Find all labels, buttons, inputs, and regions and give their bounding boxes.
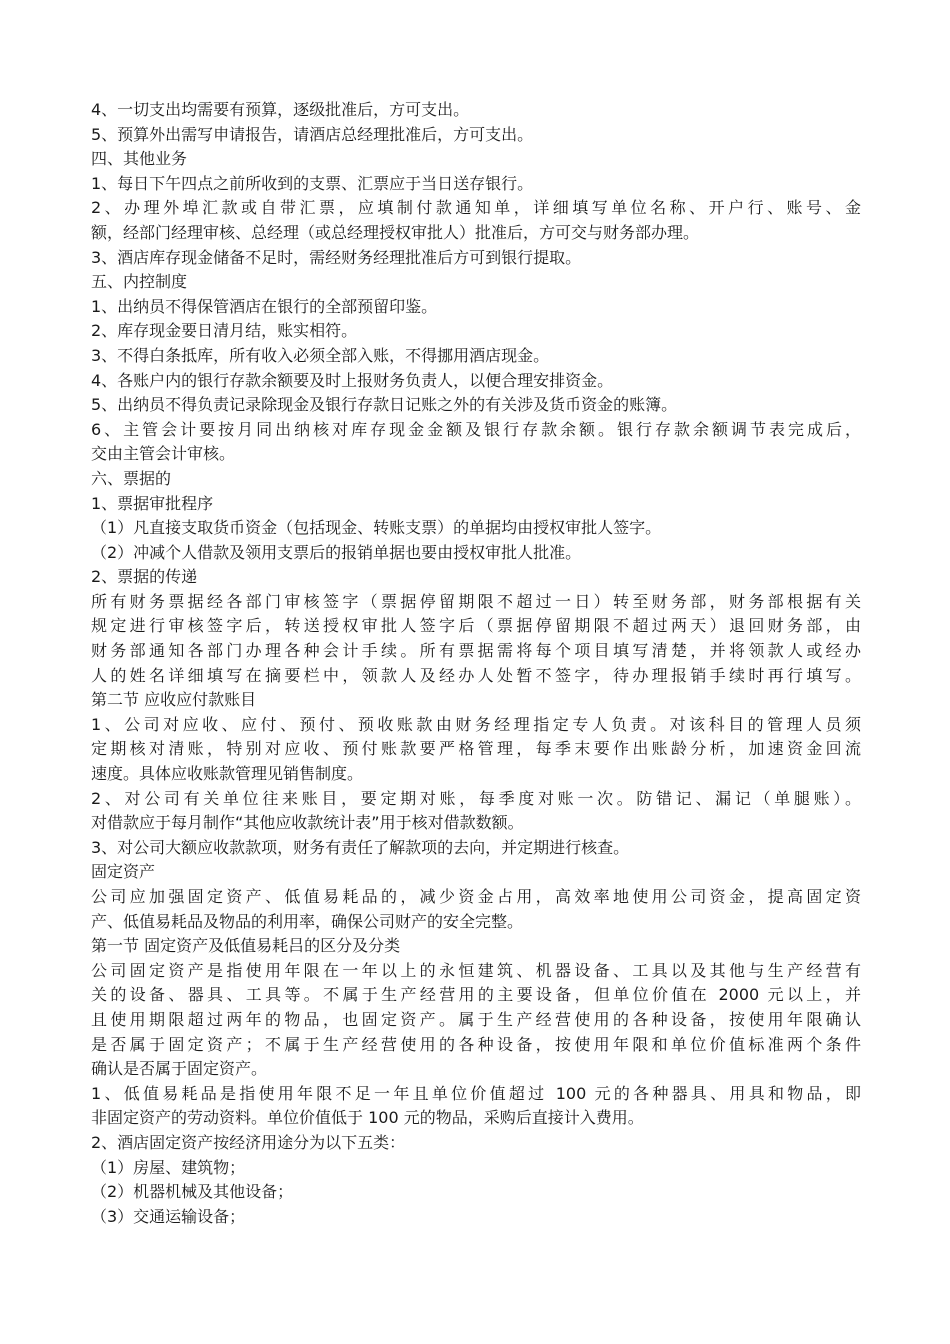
text-line: 4、各账户内的银行存款余额要及时上报财务负责人，以便合理安排资金。: [91, 370, 614, 390]
text-line: 财务部通知各部门办理各种会计手续。所有票据需将每个项目填写清楚，并将领款人或经办: [91, 641, 861, 661]
text-line: 1、出纳员不得保管酒店在银行的全部预留印鉴。: [91, 296, 438, 316]
text-line: 所有财务票据经各部门审核签字（票据停留期限不超过一日）转至财务部，财务部根据有关: [91, 591, 861, 611]
document-body: [91, 98, 861, 1229]
text-line: 2、酒店固定资产按经济用途分为以下五类：: [91, 1132, 406, 1152]
text-line: 第一节 固定资产及低值易耗吕的区分及分类: [91, 936, 401, 956]
text-line: 2、办理外埠汇款或自带汇票，应填制付款通知单，详细填写单位名称、开户行、账号、金: [91, 198, 861, 218]
text-line: 速度。具体应收账款管理见销售制度。: [91, 764, 364, 784]
text-line: 5、出纳员不得负责记录除现金及银行存款日记账之外的有关涉及货币资金的账簿。: [91, 395, 678, 415]
text-line: （2）机器机械及其他设备；: [91, 1182, 294, 1202]
text-line: 公司应加强固定资产、低值易耗品的，减少资金占用，高效率地使用公司资金，提高固定资: [91, 887, 861, 906]
text-line: （1）房屋、建筑物；: [91, 1157, 246, 1177]
text-line: 关的设备、器具、工具等。不属于生产经营用的主要设备，但单位价值在 2000 元以上，并: [91, 985, 861, 1005]
text-line: 确认是否属于固定资产。: [91, 1059, 268, 1079]
text-line: 2、对公司有关单位往来账目，要定期对账，每季度对账一次。防错记、漏记（单腿账）。: [91, 788, 861, 808]
text-line: 且使用期限超过两年的物品，也固定资产。属于生产经营使用的各种设备，按使用年限确认: [91, 1009, 861, 1029]
text-line: 是否属于固定资产；不属于生产经营使用的各种设备，按使用年限和单位价值标准两个条件: [91, 1034, 861, 1054]
text-line: 固定资产: [91, 862, 156, 882]
text-line: 6、主管会计要按月同出纳核对库存现金金额及银行存款余额。银行存款余额调节表完成后，: [91, 419, 861, 439]
text-line: 额，经部门经理审核、总经理（或总经理授权审批人）批准后，方可交与财务部办理。: [91, 222, 700, 242]
text-line: 1、票据审批程序: [91, 493, 214, 513]
text-line: 产、低值易耗品及物品的利用率，确保公司财产的安全完整。: [91, 911, 524, 931]
text-line: 第二节 应收应付款账目: [91, 690, 257, 710]
text-line: 5、预算外出需写申请报告，请酒店总经理批准后，方可支出。: [91, 124, 534, 144]
text-line: 非固定资产的劳动资料。单位价值低于 100 元的物品，采购后直接计入费用。: [91, 1108, 644, 1128]
text-line: （3）交通运输设备；: [91, 1206, 246, 1226]
text-line: 规定进行审核签字后，转送授权审批人签字后（票据停留期限不超过两天）退回财务部，由: [91, 616, 861, 636]
text-line: 对借款应于每月制作“其他应收款统计表”用于核对借款数额。: [91, 813, 524, 833]
text-line: 4、一切支出均需要有预算，逐级批准后，方可支出。: [91, 100, 470, 119]
text-line: （1）凡直接支取货币资金（包括现金、转账支票）的单据均由授权审批人签字。: [91, 518, 662, 538]
text-line: 1、每日下午四点之前所收到的支票、汇票应于当日送存银行。: [91, 173, 534, 193]
text-line: 3、不得白条抵库，所有收入必须全部入账，不得挪用酒店现金。: [91, 345, 550, 365]
text-line: 3、酒店库存现金储备不足时，需经财务经理批准后方可到银行提取。: [91, 247, 582, 267]
text-line: 3、对公司大额应收款款项，财务有责任了解款项的去向，并定期进行核查。: [91, 837, 630, 857]
text-line: （2）冲减个人借款及领用支票后的报销单据也要由授权审批人批准。: [91, 542, 582, 562]
text-line: 定期核对清账，特别对应收、预付账款要严格管理，每季末要作出账龄分析，加速资金回流: [91, 739, 861, 759]
text-line: 五、内控制度: [91, 272, 188, 292]
text-line: 2、库存现金要日清月结，账实相符。: [91, 321, 358, 341]
text-line: 交由主管会计审核。: [91, 444, 236, 464]
text-line: 1、低值易耗品是指使用年限不足一年且单位价值超过 100 元的各种器具、用具和物品，即: [91, 1083, 861, 1103]
text-line: 人的姓名详细填写在摘要栏中，领款人及经办人处暂不签字，待办理报销手续时再行填写。: [91, 665, 861, 685]
text-line: 六、票据的: [91, 468, 172, 488]
text-line: 四、其他业务: [91, 149, 188, 169]
text-line: 1、公司对应收、应付、预付、预收账款由财务经理指定专人负责。对该科目的管理人员须: [91, 714, 861, 734]
text-line: 公司固定资产是指使用年限在一年以上的永恒建筑、机器设备、工具以及其他与生产经营有: [91, 960, 861, 980]
text-line: 2、票据的传递: [91, 567, 198, 587]
